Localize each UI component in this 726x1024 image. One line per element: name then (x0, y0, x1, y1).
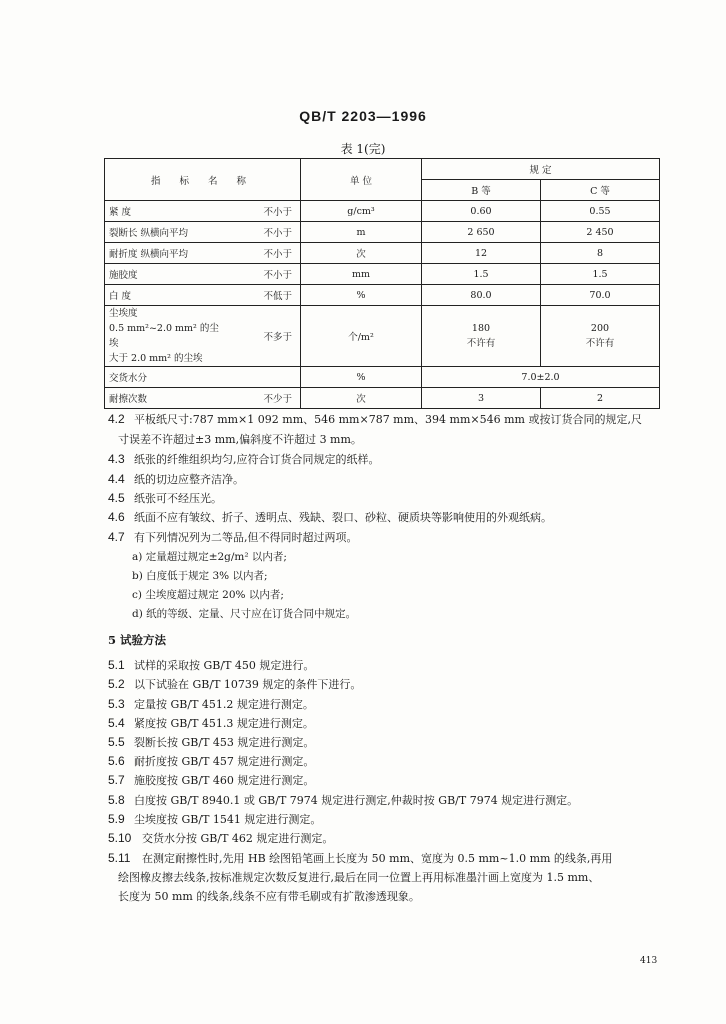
dust-name (105, 306, 229, 367)
row-limit: 不小于 (228, 222, 301, 243)
clause-5-11-cont2: 长度为 50 mm 的线条,线条不应有带毛刷或有扩散渗透现象。 (118, 890, 420, 903)
row-name: 紧 度 (105, 201, 229, 222)
row-b: 0.60 (422, 201, 541, 222)
row-unit: % (301, 285, 422, 306)
clause-number: 5.2 (108, 677, 125, 691)
header-grade-c: C 等 (541, 180, 660, 201)
item-c: c) 尘埃度超过规定 20% 以内者; (132, 589, 284, 601)
clause-number: 5.4 (108, 716, 125, 730)
table-caption: 表 1(完) (340, 142, 386, 156)
clause-5-1 (108, 656, 674, 675)
row-b: 2 650 (422, 222, 541, 243)
table-row (105, 243, 660, 264)
row-b: 1.5 (422, 264, 541, 285)
dust-range-label: 0.5 mm²~2.0 mm² 的尘埃 (109, 323, 219, 349)
clause-4-5 (108, 489, 674, 508)
table-row (105, 201, 660, 222)
clause-5-3 (108, 695, 674, 714)
header-grade-b: B 等 (422, 180, 541, 201)
clause-text: 施胶度按 GB/T 460 规定进行测定。 (134, 774, 315, 787)
dust-b-range: 180 (471, 323, 491, 334)
clause-number: 4.4 (108, 472, 125, 486)
clause-text: 纸张可不经压光。 (134, 492, 222, 505)
row-limit: 不小于 (228, 201, 301, 222)
header-spec: 规 定 (422, 159, 660, 180)
clause-number: 5.6 (108, 754, 125, 768)
clause-number: 4.7 (108, 530, 125, 544)
clause-number: 5.11 (108, 851, 131, 865)
rub-limit: 不少于 (228, 388, 301, 409)
standard-header: QB/T 2203—1996 (299, 108, 427, 124)
clause-4-2 (108, 410, 674, 429)
row-unit: m (301, 222, 422, 243)
moisture-name: 交货水分 (105, 367, 301, 388)
row-b: 80.0 (422, 285, 541, 306)
clause-number: 4.2 (108, 412, 125, 426)
row-limit: 不低于 (228, 285, 301, 306)
dust-c (541, 306, 660, 367)
clause-5-6 (108, 752, 674, 771)
row-name: 白 度 (105, 285, 229, 306)
item-a: a) 定量超过规定±2g/m² 以内者; (132, 551, 287, 563)
clause-text: 尘埃度按 GB/T 1541 规定进行测定。 (134, 813, 322, 826)
dust-unit: 个/m² (301, 306, 422, 367)
clause-number: 4.3 (108, 452, 125, 466)
clause-text: 纸张的纤维组织均匀,应符合订货合同规定的纸样。 (134, 453, 380, 466)
row-name: 施胶度 (105, 264, 229, 285)
clause-number: 5.8 (108, 793, 125, 807)
clause-number: 5.5 (108, 735, 125, 749)
table-row (105, 222, 660, 243)
dust-b-large: 不许有 (466, 338, 496, 349)
clause-5-11 (108, 849, 674, 868)
table-row-moisture (105, 367, 660, 388)
item-d: d) 纸的等级、定量、尺寸应在订货合同中规定。 (132, 608, 357, 620)
dust-c-range: 200 (590, 323, 610, 334)
clause-text: 有下列情况列为二等品,但不得同时超过两项。 (134, 531, 358, 544)
clause-5-7 (108, 771, 674, 790)
page-number: 413 (640, 956, 658, 966)
clause-5-9 (108, 810, 674, 829)
row-b: 12 (422, 243, 541, 264)
clause-text: 裂断长按 GB/T 453 规定进行测定。 (134, 736, 315, 749)
table-row-dust (105, 306, 660, 367)
clause-text: 纸的切边应整齐洁净。 (134, 473, 244, 486)
moisture-value: 7.0±2.0 (422, 367, 660, 388)
clause-text: 纸面不应有皱纹、折子、透明点、残缺、裂口、砂粒、硬质块等影响使用的外观纸病。 (134, 511, 552, 524)
row-unit: g/cm³ (301, 201, 422, 222)
clause-text: 试样的采取按 GB/T 450 规定进行。 (134, 659, 315, 672)
clause-text: 耐折度按 GB/T 457 规定进行测定。 (134, 755, 315, 768)
clause-4-2-cont: 寸误差不许超过±3 mm,偏斜度不许超过 3 mm。 (118, 433, 362, 446)
clause-4-7 (108, 528, 674, 547)
row-name: 裂断长 纵横向平均 (105, 222, 229, 243)
rub-name: 耐擦次数 (105, 388, 229, 409)
clause-number: 5.7 (108, 773, 125, 787)
row-c: 1.5 (541, 264, 660, 285)
row-unit: mm (301, 264, 422, 285)
row-c: 2 450 (541, 222, 660, 243)
item-b: b) 白度低于规定 3% 以内者; (132, 570, 268, 582)
row-limit: 不小于 (228, 243, 301, 264)
dust-large-label: 大于 2.0 mm² 的尘埃 (109, 353, 203, 364)
clause-number: 4.5 (108, 491, 125, 505)
clause-4-4 (108, 470, 674, 489)
clause-5-10 (108, 829, 674, 848)
row-c: 70.0 (541, 285, 660, 306)
row-c: 0.55 (541, 201, 660, 222)
clause-text: 紧度按 GB/T 451.3 规定进行测定。 (134, 717, 314, 730)
rub-b: 3 (422, 388, 541, 409)
clause-number: 5.3 (108, 697, 125, 711)
table-row-rub (105, 388, 660, 409)
clause-number: 5.10 (108, 831, 132, 845)
clause-number: 5.9 (108, 812, 125, 826)
dust-b (422, 306, 541, 367)
dust-label: 尘埃度 (109, 308, 138, 319)
clause-4-3 (108, 450, 674, 469)
clause-text: 定量按 GB/T 451.2 规定进行测定。 (134, 698, 314, 711)
row-limit: 不小于 (228, 264, 301, 285)
header-unit: 单 位 (301, 159, 422, 201)
clause-text: 交货水分按 GB/T 462 规定进行测定。 (142, 832, 334, 845)
dust-c-large: 不许有 (585, 338, 615, 349)
clause-text: 白度按 GB/T 8940.1 或 GB/T 7974 规定进行测定,仲裁时按 GB/T 7974 规定进行测定。 (134, 794, 579, 807)
header-name: 指 标 名 称 (105, 159, 301, 201)
table-row (105, 264, 660, 285)
clause-text: 平板纸尺寸:787 mm×1 092 mm、546 mm×787 mm、394 mm×546 mm 或按订货合同的规定,尺 (134, 413, 642, 426)
clause-5-2 (108, 675, 674, 694)
clause-5-8 (108, 791, 674, 810)
rub-c: 2 (541, 388, 660, 409)
table-row (105, 285, 660, 306)
rub-unit: 次 (301, 388, 422, 409)
clause-4-6 (108, 508, 674, 527)
clause-text: 在测定耐擦性时,先用 HB 绘图铅笔画上长度为 50 mm、宽度为 0.5 mm~1.0 mm 的线条,再用 (142, 852, 613, 865)
row-name: 耐折度 纵横向平均 (105, 243, 229, 264)
clause-5-5 (108, 733, 674, 752)
section-5-heading: 5 试验方法 (108, 633, 167, 647)
clause-number: 4.6 (108, 510, 125, 524)
moisture-unit: % (301, 367, 422, 388)
row-unit: 次 (301, 243, 422, 264)
clause-5-11-cont1: 绘图橡皮擦去线条,按标准规定次数反复进行,最后在同一位置上再用标准墨汁画上宽度为 1.5 mm、 (118, 871, 600, 884)
clause-number: 5.1 (108, 658, 125, 672)
dust-limit: 不多于 (228, 306, 301, 367)
clause-text: 以下试验在 GB/T 10739 规定的条件下进行。 (134, 678, 362, 691)
row-c: 8 (541, 243, 660, 264)
spec-table (104, 158, 660, 409)
clause-5-4 (108, 714, 674, 733)
